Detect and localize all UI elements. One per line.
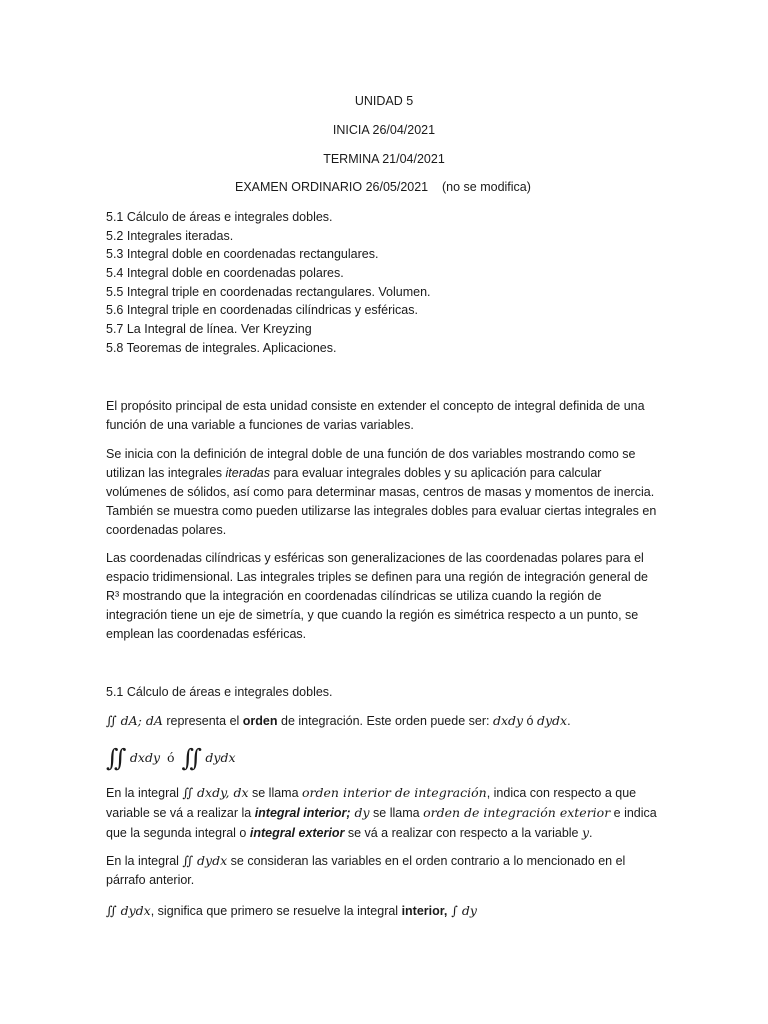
start-date: INICIA 26/04/2021: [332, 123, 436, 137]
intro-paragraph-line: función de una variable a funciones de varias variables.: [106, 418, 414, 432]
topic-item: 5.2 Integrales iteradas.: [106, 229, 234, 243]
para-c-line: ∬ dydx, significa que primero se resuelve la integral interior, ∫ dy: [106, 903, 477, 918]
section-title: 5.1 Cálculo de áreas e integrales dobles.: [106, 685, 333, 699]
topic-item: 5.3 Integral doble en coordenadas rectangulares.: [106, 247, 379, 261]
para-b-line: párrafo anterior.: [106, 873, 195, 887]
intro-paragraph-line: R³ mostrando que la integración en coordenadas cilíndricas se utiliza cuando la región de: [106, 589, 602, 603]
intro-paragraph-line: coordenadas polares.: [106, 523, 227, 537]
intro-paragraph-line: emplean las coordenadas esféricas.: [106, 627, 307, 641]
display-equation: ∬ dxdy ó ∬ dydx: [106, 744, 236, 772]
topic-item: 5.4 Integral doble en coordenadas polares.: [106, 266, 344, 280]
topic-item: 5.8 Teoremas de integrales. Aplicaciones.: [106, 341, 337, 355]
order-definition-line: ∬ dA; dA representa el orden de integración. Este orden puede ser: dxdy ó dydx.: [106, 713, 571, 728]
intro-paragraph-line: utilizan las integrales iteradas para evaluar integrales dobles y su aplicación para calcular: [106, 466, 602, 480]
topic-item: 5.1 Cálculo de áreas e integrales dobles.: [106, 210, 333, 224]
unit-title: UNIDAD 5: [354, 94, 414, 108]
topic-item: 5.6 Integral triple en coordenadas cilíndricas y esféricas.: [106, 303, 418, 317]
para-b-line: En la integral ∬ dydx se consideran las variables en el orden contrario a lo mencionado en el: [106, 853, 626, 868]
emphasis-iteradas: iteradas: [225, 466, 270, 480]
intro-paragraph-line: espacio tridimensional. Las integrales triples se definen para una región de integración general de: [106, 570, 649, 584]
topic-item: 5.7 La Integral de línea. Ver Kreyzing: [106, 322, 312, 336]
para-a-line: variable se vá a realizar la integral interior; dy se llama orden de integración exterior e indica: [106, 805, 657, 820]
para-a-line: En la integral ∬ dxdy, dx se llama orden interior de integración, indica con respecto a que: [106, 785, 637, 800]
para-a-line: que la segunda integral o integral exterior se vá a realizar con respecto a la variable y.: [106, 825, 593, 840]
intro-paragraph-line: volúmenes de sólidos, así como para determinar masas, centros de masas y momentos de inercia.: [106, 485, 655, 499]
intro-paragraph-line: Las coordenadas cilíndricas y esféricas son generalizaciones de las coordenadas polares para el: [106, 551, 644, 565]
intro-paragraph-line: El propósito principal de esta unidad consiste en extender el concepto de integral definida de una: [106, 399, 645, 413]
end-date: TERMINA 21/04/2021: [323, 152, 445, 166]
exam-note: (no se modifica): [442, 180, 531, 194]
topic-item: 5.5 Integral triple en coordenadas rectangulares. Volumen.: [106, 285, 431, 299]
exam-date: EXAMEN ORDINARIO 26/05/2021: [235, 180, 429, 194]
intro-paragraph-line: integración tiene un eje de simetría, y que cuando la región es simétrica respecto a un punto, se: [106, 608, 639, 622]
intro-paragraph-line: Se inicia con la definición de integral doble de una función de dos variables mostrando como se: [106, 447, 636, 461]
intro-paragraph-line: También se muestra como pueden utilizarse las integrales dobles para evaluar ciertas integrales en: [106, 504, 657, 518]
